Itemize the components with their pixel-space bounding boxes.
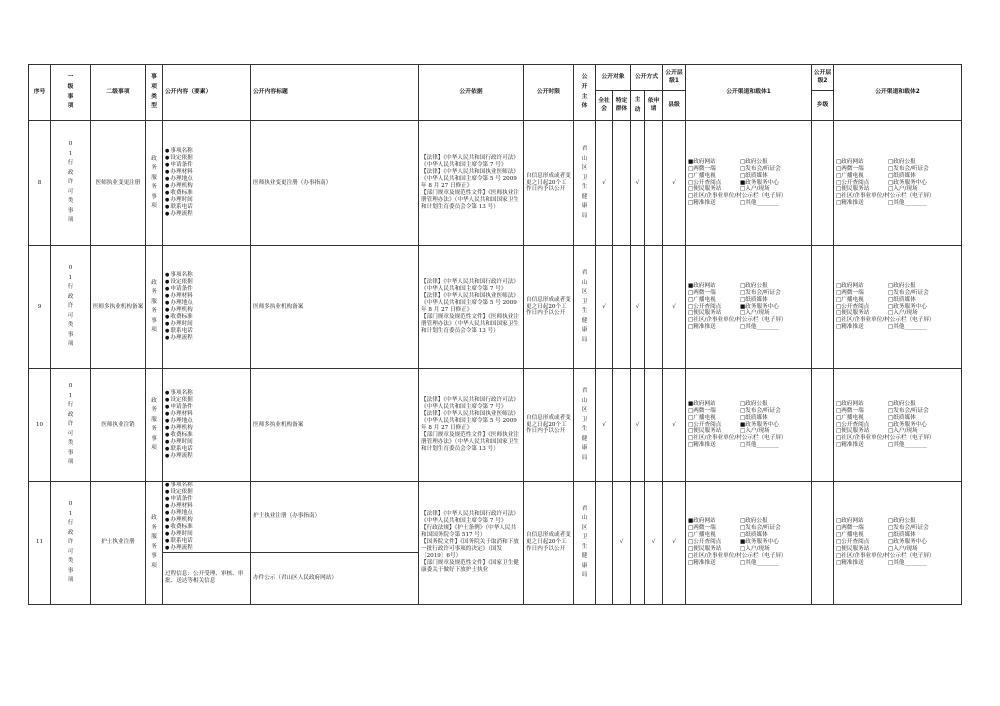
channel-option: □其他________	[888, 560, 927, 567]
basis-line: 【法律】《中华人民共和国执业医师法》	[421, 169, 519, 176]
content-element: ● 办理地点	[165, 418, 250, 425]
header-county: 县级	[663, 91, 686, 121]
channel-option: □入户/现场	[888, 428, 918, 435]
content-element: ● 申请条件	[165, 286, 250, 293]
seq-cell: 10	[29, 369, 51, 482]
content-element: ● 办理流程	[165, 335, 250, 342]
channel-option: □政务服务中心	[888, 421, 927, 428]
channel-option: □发布会/听证会	[888, 407, 929, 414]
content-element: ● 办理时间	[165, 439, 250, 446]
content-element: ● 办理地点	[165, 176, 250, 183]
level1-cell: 0 1 行 政 许 可 类 事 项	[51, 246, 91, 369]
channel-option: □其他________	[740, 442, 779, 449]
channel-option: □政府公报	[888, 400, 916, 407]
channel-row	[688, 297, 811, 304]
channel-option: □入户/现场	[740, 546, 770, 553]
content-element: ● 事项名称	[165, 148, 250, 155]
channel-option: □广播电视	[688, 296, 716, 303]
content-element: ● 办理时间	[165, 197, 250, 204]
content-element: ● 办理地点	[165, 510, 250, 517]
channel-option: □公开查阅点	[836, 539, 870, 546]
basis-line: 【行政法规】《护士条例》（中华人民共和国国务院令第 517 号）	[421, 525, 517, 539]
channel-row	[688, 442, 811, 449]
content-title-cell: 医师多执业机构备案	[251, 246, 419, 369]
channel-option: □其他________	[740, 200, 779, 207]
channel-option: □社区/企事业单位/村公示栏（电子屏）	[836, 435, 935, 442]
process-info-cell: 过程信息：公开受理、审核、审批、送达等相关信息	[163, 552, 251, 604]
level2-cell: 医师多执业机构备案	[91, 246, 146, 369]
channel-option: □纸质媒体	[740, 172, 768, 179]
content-element: ● 申请条件	[165, 496, 250, 503]
channel-option: □其他________	[740, 324, 779, 331]
basis-cell	[419, 369, 524, 482]
content-element: ● 办理地点	[165, 300, 250, 307]
basis-line: 【部门规章及规范性文件】《医师执业注册管理办法》（中华人民共和国国家卫生和计划生育委员会令第 13 号）	[421, 431, 519, 452]
channel-option: □两微一端	[836, 165, 864, 172]
channel-option: ■政府网站	[688, 158, 716, 165]
header-content-title: 公开内容标题	[251, 65, 419, 121]
time-limit-cell: 自信息形成或者变更之日起20个工作日内予以公开	[524, 482, 574, 605]
basis-line: 《中华人民共和国主席令第 5 号 2009 年 8 月 27 日修正》	[421, 418, 517, 431]
seq-cell: 9	[29, 246, 51, 369]
basis-cell	[419, 246, 524, 369]
channel-option: □社区/企事业单位/村公示栏（电子屏）	[836, 553, 935, 560]
target-specific-cell	[613, 369, 631, 482]
item-type-cell: 政 务 服 务 事 项	[146, 246, 163, 369]
level2-cell: 医师执业注销	[91, 369, 146, 482]
channel-option: □广播电视	[836, 172, 864, 179]
seq-cell: 8	[29, 121, 51, 246]
channel-row	[836, 283, 961, 290]
channel-option: □两微一端	[688, 525, 716, 532]
channel-option: □政府公报	[888, 282, 916, 289]
target-specific-cell	[613, 121, 631, 246]
process-title-cell: 办件公示（君山区人民政府网站）	[251, 552, 419, 604]
content-element: ● 申请条件	[165, 162, 250, 169]
header-township: 乡级	[812, 91, 834, 121]
method-apply-cell	[645, 246, 663, 369]
content-element: ● 设定依据	[165, 279, 250, 286]
basis-line: 【部门规章及规范性文件】《国家卫生健康委关于做好下放护士执业	[421, 560, 519, 574]
header-method-active: 主 动	[631, 91, 645, 121]
township-cell	[812, 121, 834, 246]
channel-option: ■政府网站	[688, 400, 716, 407]
channel-option: □两微一端	[688, 165, 716, 172]
content-title-cell: 护士执业注册（办事指南）	[251, 482, 419, 553]
content-element: ● 办理流程	[165, 545, 250, 552]
content-element: ● 办理材料	[165, 293, 250, 300]
channel1-cell	[686, 121, 812, 246]
item-type-cell: 政 务 服 务 事 项	[146, 121, 163, 246]
content-elements-cell	[163, 121, 251, 246]
channel-option: □社区/企事业单位/村公示栏（电子屏）	[688, 435, 787, 442]
channel-row	[836, 200, 961, 207]
level1-cell: 0 1 行 政 许 可 类 事 项	[51, 369, 91, 482]
channel-option: □入户/现场	[740, 186, 770, 193]
county-cell: √	[663, 121, 686, 246]
township-cell	[812, 246, 834, 369]
channel-row	[688, 408, 811, 415]
header-target-all: 全社会	[596, 91, 613, 121]
channel-option: □政务服务中心	[888, 303, 927, 310]
channel-option: □便民服务站	[688, 310, 722, 317]
basis-line: 【法律】《中华人民共和国行政许可法》	[421, 511, 519, 518]
channel-option: □公开查阅点	[836, 303, 870, 310]
township-cell	[812, 369, 834, 482]
county-cell: √	[663, 246, 686, 369]
channel-option: □公开查阅点	[836, 421, 870, 428]
channel-option: ■政务服务中心	[740, 539, 779, 546]
content-element: ● 办理材料	[165, 169, 250, 176]
content-element: ● 收费标准	[165, 314, 250, 321]
channel-option: □政府公报	[888, 158, 916, 165]
channel-row	[688, 200, 811, 207]
basis-line: 《中华人民共和国主席令第 7 号》	[421, 162, 507, 169]
content-element: ● 申请条件	[165, 404, 250, 411]
content-element: ● 收费标准	[165, 524, 250, 531]
channel-option: □入户/现场	[888, 546, 918, 553]
channel-option: □发布会/听证会	[740, 407, 781, 414]
channel-option: □政府网站	[836, 282, 864, 289]
channel-row	[688, 173, 811, 180]
channel-option: □社区/企事业单位/村公示栏（电子屏）	[836, 193, 935, 200]
content-element: ● 事项名称	[165, 272, 250, 279]
table-row	[29, 369, 962, 482]
channel-row	[688, 324, 811, 331]
channel-option: □公开查阅点	[836, 179, 870, 186]
channel-option: □广播电视	[688, 532, 716, 539]
basis-line: 《中华人民共和国主席令第 7 号》	[421, 518, 507, 525]
basis-line: 【法律】《中华人民共和国行政许可法》	[421, 155, 519, 162]
content-element: ● 办理时间	[165, 321, 250, 328]
channel-option: □公开查阅点	[688, 539, 722, 546]
channel-option: □精准推送	[836, 324, 864, 331]
header-channel2: 公开渠道和载体2	[834, 65, 962, 121]
channel-row	[688, 166, 811, 173]
content-element: ● 办理流程	[165, 211, 250, 218]
channel-option: □广播电视	[836, 532, 864, 539]
content-element: ● 办理机构	[165, 425, 250, 432]
channel-option: □入户/现场	[888, 186, 918, 193]
content-element: ● 收费标准	[165, 432, 250, 439]
header-seq: 序号	[29, 65, 51, 121]
channel-option: □纸质媒体	[888, 296, 916, 303]
channel-row	[836, 415, 961, 422]
channel-option: □政府公报	[740, 158, 768, 165]
channel-option: □两微一端	[688, 407, 716, 414]
content-element: ● 办理时间	[165, 531, 250, 538]
content-element: ● 办理机构	[165, 183, 250, 190]
channel-option: □精准推送	[688, 200, 716, 207]
channel-option: □公开查阅点	[688, 303, 722, 310]
channel-option: □政府网站	[836, 400, 864, 407]
method-active-cell: √	[631, 246, 645, 369]
channel-option: □精准推送	[836, 442, 864, 449]
channel-option: □公开查阅点	[688, 179, 722, 186]
channel-option: □社区/企事业单位/村公示栏（电子屏）	[688, 193, 787, 200]
channel-row	[688, 283, 811, 290]
channel-row	[688, 560, 811, 567]
channel-option: □社区/企事业单位/村公示栏（电子屏）	[836, 317, 935, 324]
channel-option: □两微一端	[836, 525, 864, 532]
channel-option: □发布会/听证会	[740, 525, 781, 532]
item-type-cell: 政 务 服 务 事 项	[146, 482, 163, 605]
channel-option: ■政务服务中心	[740, 179, 779, 186]
method-apply-cell: √	[645, 482, 663, 605]
content-element: ● 联系电话	[165, 446, 250, 453]
basis-cell	[419, 482, 524, 605]
channel-option: □纸质媒体	[740, 414, 768, 421]
method-apply-cell	[645, 121, 663, 246]
basis-cell	[419, 121, 524, 246]
channel-option: □其他________	[888, 442, 927, 449]
channel-row	[836, 159, 961, 166]
level2-cell: 护士执业注册	[91, 482, 146, 605]
channel-row	[836, 173, 961, 180]
target-all-cell: √	[596, 369, 613, 482]
header-target: 公开对象	[596, 65, 631, 91]
content-elements-cell	[163, 482, 251, 553]
channel-option: □广播电视	[836, 414, 864, 421]
channel-option: □两微一端	[688, 289, 716, 296]
channel-row	[688, 290, 811, 297]
method-active-cell: √	[631, 121, 645, 246]
channel-option: □纸质媒体	[888, 414, 916, 421]
channel-option: □发布会/听证会	[740, 289, 781, 296]
content-element: ● 办理流程	[165, 453, 250, 460]
channel2-cell	[834, 482, 962, 605]
target-specific-cell: √	[613, 482, 631, 605]
table-row	[29, 121, 962, 246]
content-elements-cell	[163, 246, 251, 369]
header-item-type: 事 项 类 型	[146, 65, 163, 121]
header-content: 公开内容（要素）	[163, 65, 251, 121]
channel-option: □精准推送	[836, 560, 864, 567]
target-all-cell: √	[596, 121, 613, 246]
channel-row	[836, 290, 961, 297]
header-channel1: 公开渠道和载体1	[686, 65, 812, 121]
basis-line: 《中华人民共和国主席令第 7 号》	[421, 286, 507, 293]
basis-line: 《中华人民共和国主席令第 5 号 2009 年 8 月 27 日修正》	[421, 300, 517, 313]
subject-cell: 君 山 区 卫 生 健 康 局	[574, 369, 596, 482]
channel-row	[836, 324, 961, 331]
content-element: ● 事项名称	[165, 482, 250, 489]
channel-option: ■政府网站	[688, 282, 716, 289]
basis-line: 【法律】《中华人民共和国行政许可法》	[421, 279, 519, 286]
channel-row	[836, 297, 961, 304]
channel2-cell	[834, 121, 962, 246]
subject-cell: 君 山 区 卫 生 健 康 局	[574, 121, 596, 246]
channel-option: □便民服务站	[836, 186, 870, 193]
basis-line: 【国务院文件】《国务院关于取消和下放一批行政许可事项的决定》（国发〔2019〕6号）	[421, 539, 519, 560]
channel-option: □发布会/听证会	[888, 165, 929, 172]
disclosure-standard-table	[28, 64, 962, 605]
channel-option: □纸质媒体	[740, 296, 768, 303]
channel-option: □两微一端	[836, 289, 864, 296]
county-cell: √	[663, 482, 686, 605]
channel-option: □便民服务站	[836, 546, 870, 553]
channel-option: □政府公报	[888, 518, 916, 525]
channel1-cell	[686, 482, 812, 605]
basis-line: 【部门规章及规范性文件】《医师执业注册管理办法》（中华人民共和国国家卫生和计划生育委员会令第 13 号）	[421, 313, 519, 334]
channel-option: □入户/现场	[740, 310, 770, 317]
target-all-cell	[596, 482, 613, 605]
channel-option: □便民服务站	[688, 428, 722, 435]
content-element: ● 联系电话	[165, 204, 250, 211]
channel-option: □广播电视	[688, 172, 716, 179]
content-element: ● 事项名称	[165, 390, 250, 397]
channel1-cell	[686, 369, 812, 482]
channel-option: □社区/企事业单位/村公示栏（电子屏）	[688, 553, 787, 560]
content-element: ● 设定依据	[165, 155, 250, 162]
header-level2-group: 公开层级2	[812, 65, 834, 91]
channel-option: ■政务服务中心	[740, 421, 779, 428]
channel2-cell	[834, 246, 962, 369]
level1-cell: 0 1 行 政 许 可 类 事 项	[51, 121, 91, 246]
channel-option: □精准推送	[688, 560, 716, 567]
time-limit-cell: 自信息形成或者变更之日起20个工作日内予以公开	[524, 246, 574, 369]
channel-option: □政府公报	[740, 518, 768, 525]
channel-option: □广播电视	[688, 414, 716, 421]
content-element: ● 联系电话	[165, 328, 250, 335]
target-all-cell: √	[596, 246, 613, 369]
content-element: ● 收费标准	[165, 190, 250, 197]
channel-option: □政府公报	[740, 282, 768, 289]
channel-option: □便民服务站	[688, 546, 722, 553]
header-level1: 一 级 事 项	[51, 65, 91, 121]
subject-cell: 君 山 区 卫 生 健 康 局	[574, 246, 596, 369]
method-active-cell: √	[631, 369, 645, 482]
content-element: ● 设定依据	[165, 489, 250, 496]
channel1-cell	[686, 246, 812, 369]
channel-option: □发布会/听证会	[888, 525, 929, 532]
table-row	[29, 246, 962, 369]
header-method-apply: 依申请	[645, 91, 663, 121]
channel2-cell	[834, 369, 962, 482]
header-level1-group: 公开层级1	[663, 65, 686, 91]
channel-option: □政务服务中心	[888, 179, 927, 186]
channel-option: □入户/现场	[740, 428, 770, 435]
channel-option: □其他________	[888, 200, 927, 207]
basis-line: 【法律】《中华人民共和国执业医师法》	[421, 411, 519, 418]
county-cell: √	[663, 369, 686, 482]
township-cell	[812, 482, 834, 605]
target-specific-cell	[613, 246, 631, 369]
channel-option: □精准推送	[836, 200, 864, 207]
basis-line: 【法律】《中华人民共和国执业医师法》	[421, 293, 519, 300]
channel-option: □纸质媒体	[740, 532, 768, 539]
table-row	[29, 482, 962, 553]
content-title-cell: 医师执业变更注册（办事指南）	[251, 121, 419, 246]
content-element: ● 设定依据	[165, 397, 250, 404]
channel-option: □政府网站	[836, 158, 864, 165]
channel-row	[836, 408, 961, 415]
channel-option: □便民服务站	[836, 310, 870, 317]
method-apply-cell	[645, 369, 663, 482]
channel-row	[836, 401, 961, 408]
basis-line: 【部门规章及规范性文件】《医师执业注册管理办法》（中华人民共和国国家卫生和计划生育委员会令第 13 号）	[421, 189, 519, 210]
content-elements-cell	[163, 369, 251, 482]
channel-option: □精准推送	[688, 324, 716, 331]
method-active-cell	[631, 482, 645, 605]
channel-option: ■政务服务中心	[740, 303, 779, 310]
header-method: 公开方式	[631, 65, 663, 91]
seq-cell: 11	[29, 482, 51, 605]
channel-option: □广播电视	[836, 296, 864, 303]
time-limit-cell: 自信息形成或者变更之日起20个工作日内予以公开	[524, 369, 574, 482]
channel-option: □政府公报	[740, 400, 768, 407]
content-element: ● 联系电话	[165, 538, 250, 545]
channel-option: □便民服务站	[688, 186, 722, 193]
content-element: ● 办理材料	[165, 503, 250, 510]
channel-option: □发布会/听证会	[888, 289, 929, 296]
level1-cell: 0 1 行 政 许 可 类 事 项	[51, 482, 91, 605]
basis-line: 《中华人民共和国主席令第 5 号 2009 年 8 月 27 日修正》	[421, 176, 517, 189]
content-element: ● 办理材料	[165, 411, 250, 418]
channel-row	[836, 560, 961, 567]
channel-option: □精准推送	[688, 442, 716, 449]
channel-row	[688, 415, 811, 422]
header-basis: 公开依据	[419, 65, 524, 121]
channel-option: □两微一端	[836, 407, 864, 414]
channel-option: □发布会/听证会	[740, 165, 781, 172]
item-type-cell: 政 务 服 务 事 项	[146, 369, 163, 482]
channel-row	[688, 159, 811, 166]
channel-option: □其他________	[740, 560, 779, 567]
channel-option: □便民服务站	[836, 428, 870, 435]
channel-option: □其他________	[888, 324, 927, 331]
content-title-cell: 医师多执业机构备案	[251, 369, 419, 482]
channel-row	[836, 166, 961, 173]
header-target-specific: 特定群体	[613, 91, 631, 121]
header-time-limit: 公开时限	[524, 65, 574, 121]
channel-row	[688, 401, 811, 408]
header-subject: 公 开 主 体	[574, 65, 596, 121]
channel-option: ■政府网站	[688, 518, 716, 525]
level2-cell: 医师执业变更注册	[91, 121, 146, 246]
channel-option: □入户/现场	[888, 310, 918, 317]
subject-cell: 君 山 区 卫 生 健 康 局	[574, 482, 596, 605]
header-level2: 二级事项	[91, 65, 146, 121]
content-element: ● 办理机构	[165, 307, 250, 314]
channel-option: □纸质媒体	[888, 532, 916, 539]
basis-line: 《中华人民共和国主席令第 7 号》	[421, 404, 507, 411]
channel-option: □纸质媒体	[888, 172, 916, 179]
channel-row	[836, 442, 961, 449]
basis-line: 【法律】《中华人民共和国行政许可法》	[421, 397, 519, 404]
channel-option: □政府网站	[836, 518, 864, 525]
content-element: ● 办理机构	[165, 517, 250, 524]
channel-option: □政务服务中心	[888, 539, 927, 546]
time-limit-cell: 自信息形成或者变更之日起20个工作日内予以公开	[524, 121, 574, 246]
channel-option: □社区/企事业单位/村公示栏（电子屏）	[688, 317, 787, 324]
channel-option: □公开查阅点	[688, 421, 722, 428]
